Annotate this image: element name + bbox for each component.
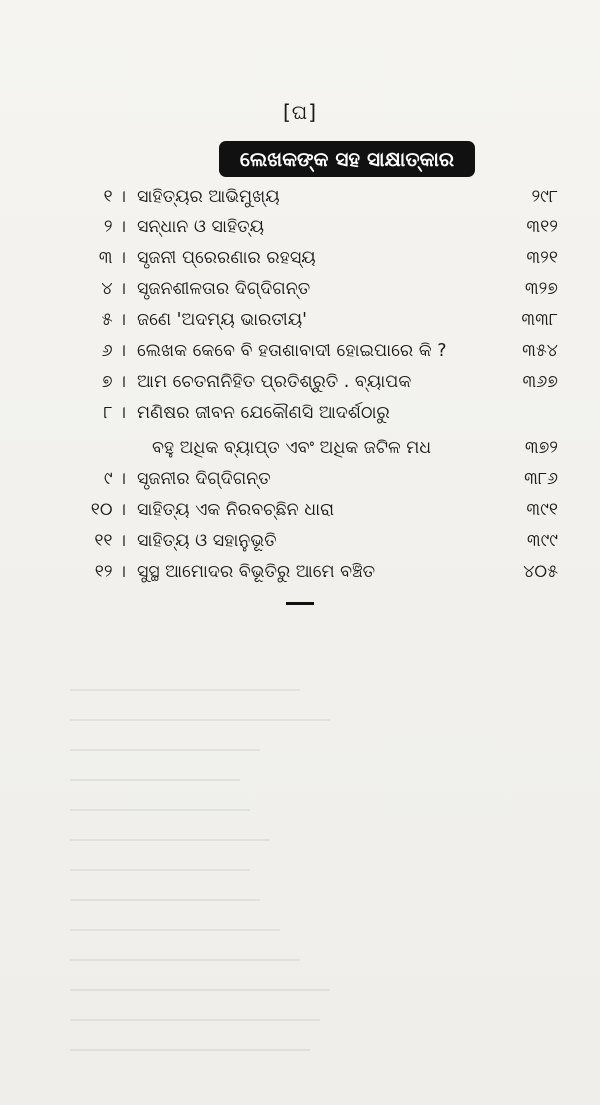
entry-number: ୮ । [103,403,126,423]
entry-title: ଆମ ଚେତନାନିହିତ ପ୍ରତିଶ୍ରୁତି . ବ୍ୟାପକ [137,372,412,392]
entry-page: ୩୨୧ [526,248,558,268]
entry-page: ୨୯୮ [531,187,558,207]
entry-title-line-2: ବହୁ ଅଧିକ ବ୍ୟାପ୍ତ ଏବଂ ଅଧିକ ଜଟିଳ ମଧ [152,438,432,458]
entry-title: ସୃଜନଶୀଳତାର ଦିଗ୍‌ଦିଗନ୍ତ [137,279,311,299]
entry-title: ଜଣେ 'ଅଦମ୍ୟ ଭାରତୀୟ' [137,310,307,330]
entry-number: ୧୧ । [94,531,126,551]
entry-number: ୧୨ । [94,562,126,582]
end-of-list-dash [286,602,314,605]
entry-title: ସୃଜନୀ ପ୍ରେରଣାର ରହସ୍ୟ [137,248,316,268]
toc-entry [0,527,600,555]
entry-title [137,399,431,462]
entry-number: ୫ । [101,310,126,330]
entry-page: ୪୦୫ [523,562,558,582]
entry-page: ୩୯୯ [526,531,558,551]
entry-title: ସୁସ୍ଥ ଆମୋଦର ବିଭୂତିରୁ ଆମେ ବଞ୍ଚିତ [137,562,376,582]
entry-number: ୧୦ । [90,500,126,520]
toc-entry [0,368,600,396]
entry-title: ସାହିତ୍ୟ ଏକ ନିରବଚ୍ଛିନ ଧାରା [137,500,335,520]
toc-entry [0,496,600,524]
entry-page: ୩୯୧ [526,500,558,520]
toc-entry [0,244,600,272]
toc-entry [0,306,600,334]
entry-number: ୬ । [101,341,126,361]
entry-page: ୩୭୨ [524,438,558,458]
entry-number: ୧ । [103,187,126,207]
toc-entry [0,337,600,365]
toc-entry [0,465,600,493]
section-title: ଲେଖକଙ୍କ ସହ ସାକ୍ଷାତ୍କାର [219,141,475,177]
entry-page: ୩୨୭ [524,279,558,299]
toc-entry [0,213,600,241]
entry-page: ୩୮୬ [524,469,558,489]
entry-page: ୩୫୪ [522,341,558,361]
entry-title: ସନ୍ଧାନ ଓ ସାହିତ୍ୟ [137,217,265,237]
entry-title: ସାହିତ୍ୟ ଓ ସହାନୁଭୂତି [137,531,277,551]
entry-number: ୨ । [103,217,126,237]
toc-entry [0,275,600,303]
entry-page: ୩୧୨ [526,217,558,237]
entry-number: ୩ । [98,248,126,268]
entry-title: ଲେଖକ କେବେ ବି ହତାଶାବାଦୀ ହୋଇପାରେ କି ? [137,341,447,361]
page-marker: [ଘ] [282,100,318,124]
entry-number: ୯ । [103,469,126,489]
entry-number: ୭ । [101,372,126,392]
toc-entry [0,183,600,211]
entry-title: ସୃଜନୀର ଦିଗ୍‌ଦିଗନ୍ତ [137,469,271,489]
entry-page: ୩୩୮ [521,310,558,330]
entry-title: ସାହିତ୍ୟର ଆଭିମୁଖ୍ୟ [137,187,280,207]
toc-entry [0,399,600,463]
toc-entry [0,558,600,586]
entry-title-line-1: ମଣିଷର ଜୀବନ ଯେକୌଣସି ଆଦର୍ଶଠାରୁ [137,403,390,423]
entry-number: ୪ । [101,279,126,299]
entry-page: ୩୬୭ [522,372,558,392]
